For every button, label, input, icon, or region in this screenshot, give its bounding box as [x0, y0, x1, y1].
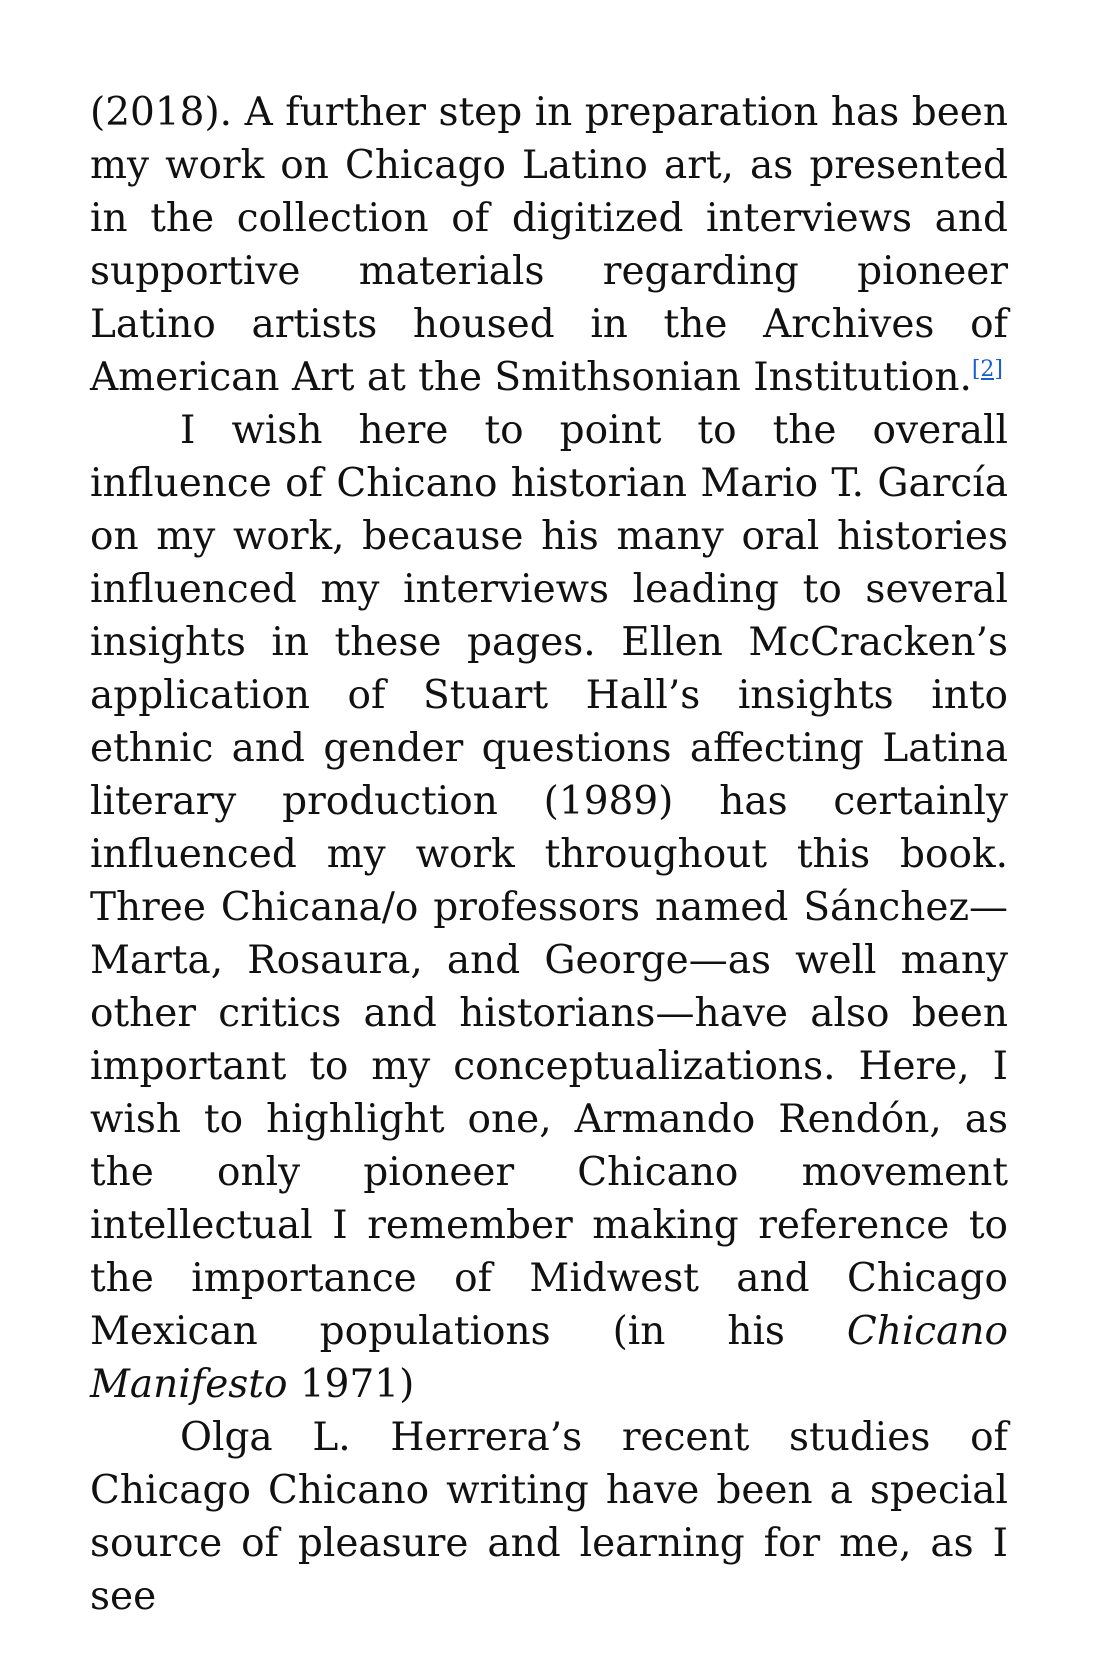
paragraph-2-text-end: 1971)	[287, 1362, 415, 1407]
paragraph-1	[90, 86, 1008, 404]
page-content	[90, 86, 1008, 1623]
book-title-italic: Chicano Manifesto	[90, 1309, 1008, 1407]
paragraph-2-text: I wish here to point to the overall influence of Chicano historian Mario T. García on my work, because his many oral histories influenced my interviews leading to several insights in these pages. Ellen McCracken’s application of Stuart Hall’s insights into ethnic and gender questions affecting Latina literary production (1989) has certainly influenced my work throughout this book. Three Chicana/o professors named Sánchez—Marta, Rosaura, and George—as well many other critics and historians—have also been important to my conceptualizations. Here, I wish to highlight one, Armando Rendón, as the only pioneer Chicano movement intellectual I remember making reference to the importance of Midwest and Chicago Mexican populations (in his	[90, 408, 1008, 1354]
footnote-link-2[interactable]: [2]	[971, 357, 1004, 382]
paragraph-2	[90, 404, 1008, 1411]
paragraph-1-text: (2018). A further step in preparation has been my work on Chicago Latino art, as presented in the collection of digitized interviews and supportive materials regarding pioneer Latino artists housed in the Archives of American Art at the Smithsonian Institution.	[90, 90, 1008, 400]
paragraph-3	[90, 1411, 1008, 1623]
paragraph-3-text: Olga L. Herrera’s recent studies of Chicago Chicano writing have been a special source of pleasure and learning for me, as I see	[90, 1415, 1008, 1619]
